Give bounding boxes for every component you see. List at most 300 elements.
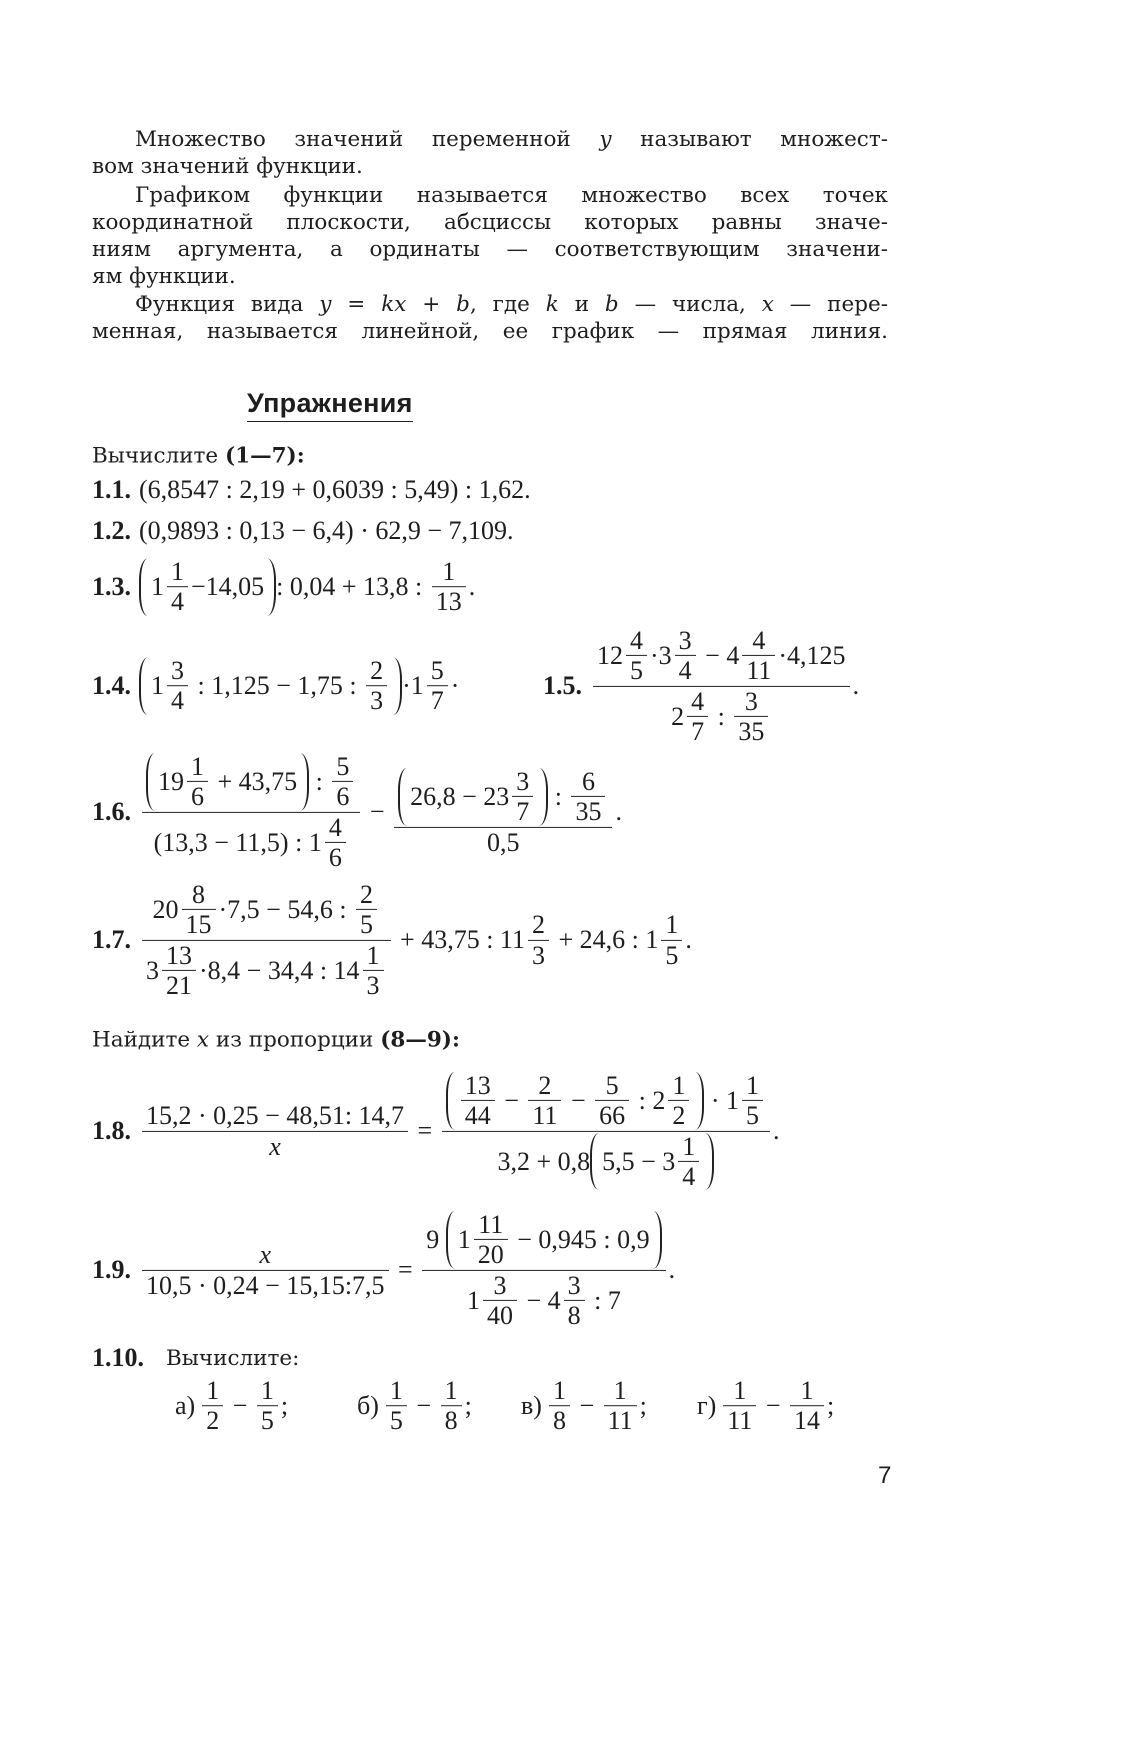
math-text: 13 [464,1070,491,1100]
math-text: 8 [192,879,205,909]
denominator [162,971,196,999]
fraction [678,1133,699,1191]
denominator [564,1301,585,1329]
group-content [458,1211,650,1269]
exercise-number: 1.4. [92,671,131,700]
math-text: 5 [665,940,679,970]
math-text: 9 [426,1225,446,1255]
fraction [442,1072,770,1190]
fraction [394,768,612,856]
denominator [483,828,524,856]
fraction [483,1272,517,1330]
math-text: Функция вида [135,292,320,317]
math-text: ; [464,1391,472,1420]
formula [139,558,475,616]
numerator [528,1072,561,1101]
numerator [687,688,708,717]
math-text: 5 [605,1070,619,1100]
math-text: ·4,125 [778,641,846,671]
fraction [386,1377,407,1435]
denominator [549,1407,570,1435]
numerator [427,657,448,686]
denominator [687,717,708,745]
math-text: ·8,4 − 34,4 : 14 [199,955,360,985]
parenthesized-group [139,558,276,616]
parenthesized-group [446,1211,662,1269]
math-text: 3 [171,656,184,686]
denominator [626,656,647,684]
math-text: . [852,671,860,700]
denominator [661,941,682,969]
instruction-compute [92,444,305,469]
section-heading: Упражнения [247,388,413,422]
parenthesized-group [398,768,548,826]
math-text: 1 [151,572,164,601]
math-text: Вычислите [92,443,225,469]
math-text: − [363,797,392,826]
math-text: 1 [366,940,380,970]
math-text: 11 [727,1406,753,1436]
left-paren [139,558,148,616]
math-text: менная, называется линейной, ее график — прямая линия. [92,319,888,344]
math-text: 11 [746,656,772,686]
denominator [386,1407,407,1435]
denominator [427,687,448,715]
denominator [356,910,377,938]
math-text: (13,3 − 11,5) : 1 [153,827,322,857]
numerator [528,911,549,940]
fraction [332,753,353,811]
math-text: Вычислите: [166,1345,300,1371]
item-label: г) [697,1391,717,1420]
right-paren [705,1133,714,1191]
exercise-number: 1.1. [92,475,131,504]
math-text: 20 [152,895,179,925]
math-text: . [685,925,692,954]
numerator [564,1272,585,1301]
denominator [167,588,188,616]
math-text: ; [639,1391,647,1420]
fraction [675,627,696,685]
math-text: 15 [185,910,212,940]
left-paren [146,753,155,811]
numerator [442,1072,770,1132]
numerator [678,1133,699,1162]
right-paren [267,558,276,616]
math-text: 1 [746,1070,760,1100]
fraction [142,753,360,871]
math-text: 35 [575,797,602,827]
math-text: 66 [599,1101,626,1131]
numerator [734,688,768,717]
math-text: : 1,125 − 1,75 : [191,671,364,700]
math-text: , где [469,292,546,317]
denominator [595,1101,629,1129]
fraction [202,1377,223,1435]
math-text: −14,05 [191,572,265,601]
math-text: : 2 [632,1086,666,1116]
numerator [512,768,533,797]
numerator [187,753,208,782]
formula [199,1377,288,1435]
math-text: . [468,572,476,601]
fraction [441,1377,462,1435]
exercise-1-10-a [175,1377,288,1435]
fraction [142,1102,408,1160]
numerator [142,753,360,813]
exercise-number: 1.8. [92,1116,131,1145]
math-text: ям функции. [92,264,236,289]
math-text: 14 [794,1406,821,1436]
fraction [257,1377,278,1435]
numerator [363,942,384,971]
numerator [549,1377,570,1406]
text-line [92,209,888,237]
denominator [182,910,216,938]
math-text: − [759,1391,788,1420]
math-text: 5 [336,751,350,781]
numerator [162,942,196,971]
parenthesized-group [446,1072,705,1130]
numerator [167,558,188,587]
math-text: − [409,1391,438,1420]
math-text: 35 [738,716,765,746]
math-text: + [406,292,457,317]
denominator [675,656,696,684]
fraction [571,768,605,826]
right-paren [539,768,548,826]
math-text: + 43,75 [211,767,298,797]
denominator [742,656,775,684]
math-text: · 1 [704,1086,740,1116]
math-text: 4 [691,686,705,716]
math-text: 5 [260,1406,274,1436]
math-text: 10,5 · 0,24 − 15,15:7,5 [146,1270,385,1300]
math-text: 3 [146,955,159,985]
math-text: 1 [800,1376,814,1406]
bold-text: (1—7): [224,443,305,469]
math-text: . [668,1255,676,1284]
variable: y [319,292,332,317]
variable: y [599,127,612,152]
math-text: : 7 [587,1285,621,1315]
parenthesized-group [139,657,402,715]
fraction [363,942,384,1000]
denominator [463,1271,625,1330]
math-text: ; [827,1391,835,1420]
math-text: 3 [370,686,384,716]
math-text: (0,9893 : 0,13 − 6,4) · 62,9 − 7,109. [139,516,514,545]
formula [166,1346,299,1371]
math-text: 2 [671,701,685,731]
math-text: Найдите [92,1027,197,1053]
math-text: ; [280,1391,289,1420]
numerator [257,1377,278,1406]
denominator [668,1101,689,1129]
variable: x [259,1240,272,1270]
right-paren [300,753,309,811]
fraction [790,1377,824,1435]
formula [720,1377,834,1435]
math-text: . [773,1116,780,1145]
math-text: 8 [444,1406,458,1436]
fraction [595,1072,629,1130]
numerator [422,1211,665,1271]
denominator [474,1240,508,1268]
math-text: ·7,5 − 54,6 : [218,895,354,925]
variable: x [761,292,774,317]
math-text: 6 [191,782,204,812]
math-text: 5 [746,1101,760,1131]
fraction [432,558,466,616]
math-text: 7 [691,716,705,746]
numerator [142,1241,389,1270]
math-text: = [391,1255,420,1284]
text-line [135,126,888,154]
math-text: 6 [581,767,595,797]
text-line [92,153,888,181]
left-paren [590,1133,599,1191]
left-paren [398,768,407,826]
numerator [325,814,346,843]
math-text: 2 [531,910,545,940]
math-text: называют множест- [611,127,888,152]
denominator [528,1101,561,1129]
math-text: 5,5 − 3 [602,1146,676,1176]
exercise-number: 1.10. [92,1343,144,1372]
exercise-number: 1.2. [92,516,131,545]
math-text: 4 [682,1161,696,1191]
variable: k [545,292,559,317]
text-line [135,182,888,210]
math-text: 3 [678,625,692,655]
math-text: 3 [493,1270,507,1300]
math-text: 6 [328,842,342,872]
math-text: 6 [336,782,350,812]
fraction [182,881,216,939]
fraction [167,558,188,616]
fraction [723,1377,756,1435]
math-text: 26,8 − 23 [410,782,510,812]
math-text: . [615,797,622,826]
variable: x [196,1027,210,1053]
math-text: 2 [206,1406,220,1436]
text-line [92,236,888,264]
fraction [734,688,768,746]
math-text: · [450,671,460,700]
exercise-1-7 [92,881,692,999]
math-text: 3 [567,1270,581,1300]
math-text: вом значений функции. [92,154,363,179]
numerator [182,881,216,910]
math-text: 19 [158,767,184,797]
parenthesized-group [590,1133,714,1191]
fraction [356,881,377,939]
math-text: 12 [597,641,623,671]
math-text: 4 [328,812,342,842]
exercise-1-9 [92,1211,675,1329]
formula [139,657,459,715]
math-text: : [711,701,732,731]
numerator [356,881,377,910]
right-paren [393,657,402,715]
math-text: 13 [435,587,462,617]
math-text: 3,2 + 0,8 [497,1146,591,1176]
group-content [410,768,536,826]
denominator [142,1271,389,1299]
denominator [604,1407,637,1435]
denominator [142,941,391,1000]
numerator [167,657,188,686]
math-text: — числа, [618,292,762,317]
math-text: 21 [166,970,192,1000]
denominator [734,717,768,745]
math-text: : [309,767,330,797]
math-text: Графиком функции называется множество всех точек [135,183,888,208]
numerator [595,1072,629,1101]
math-text: 8 [567,1300,581,1330]
math-text: 4 [752,625,766,655]
denominator [483,1301,517,1329]
denominator [150,813,353,872]
denominator [528,941,549,969]
math-text: 3 [366,970,380,1000]
fraction [142,881,391,999]
math-text: − [226,1391,254,1420]
math-text: координатной плоскости, абсциссы которых равны значе- [92,210,888,235]
fraction [528,1072,561,1130]
math-text: 2 [360,879,374,909]
fraction [626,627,647,685]
group-content [458,1072,693,1130]
numerator [332,753,353,782]
numerator [386,1377,407,1406]
math-text: 5 [360,910,374,940]
math-text: 1 [665,910,679,940]
fraction [474,1211,508,1269]
math-text: = [331,292,382,317]
math-text: 7 [430,686,444,716]
denominator [742,1101,763,1129]
denominator [678,1162,699,1190]
math-text: 1 [191,751,204,781]
math-text: − [564,1086,593,1116]
left-paren [446,1211,455,1269]
math-text: 4 [630,625,643,655]
math-text: 2 [672,1101,686,1131]
math-text: 1 [733,1376,747,1406]
exercise-1-6 [92,753,622,871]
math-text: 1 [171,557,184,587]
formula [139,753,622,871]
group-content [151,558,264,616]
denominator [432,588,466,616]
numerator [474,1211,508,1240]
denominator [366,687,387,715]
fraction [162,942,196,1000]
fraction [742,627,775,685]
denominator [167,687,188,715]
exercise-number: 1.3. [92,572,131,601]
exercise-1-5 [543,627,859,745]
math-text: 1 [206,1376,220,1406]
math-text: 0,5 [487,827,520,857]
math-text: 4 [678,656,692,686]
denominator [512,797,533,825]
math-text: Множество значений переменной [135,127,600,152]
right-paren [653,1211,662,1269]
exercise-number: 1.9. [92,1255,131,1284]
math-text: − [497,1086,526,1116]
page-number: 7 [878,1462,892,1489]
numerator [723,1377,756,1406]
numerator [432,558,466,587]
fraction [512,768,533,826]
item-label: а) [175,1391,196,1420]
denominator [325,843,346,871]
formula [590,627,859,745]
math-text: 5 [630,656,643,686]
denominator [187,782,208,810]
math-text: 4 [171,587,184,617]
fraction [687,688,708,746]
math-text: (6,8547 : 2,19 + 0,6039 : 5,49) : 1,62. [139,475,531,504]
math-text: 1 [552,1376,566,1406]
formula [139,516,514,546]
fraction [604,1377,637,1435]
fraction [742,1072,763,1130]
numerator [593,627,850,687]
fraction [668,1072,689,1130]
numerator [366,657,387,686]
fraction [564,1272,585,1330]
math-text: 1 [457,1225,471,1255]
variable: x [269,1131,281,1161]
math-text: − [572,1391,601,1420]
math-text: 5 [389,1406,403,1436]
fraction [142,1241,389,1299]
math-text: 13 [166,940,192,970]
fraction [528,911,549,969]
math-text: ·3 [650,641,672,671]
variable: b [604,292,619,317]
variable: b [456,292,470,317]
exercise-1-4 [92,657,459,715]
formula [139,881,692,999]
math-text: 1 [682,1131,696,1161]
math-text: 15,2 · 0,25 − 48,51: 14,7 [146,1101,405,1131]
exercise-1-3 [92,558,475,616]
denominator [493,1132,718,1191]
exercise-1-1 [92,475,531,505]
item-label: б) [357,1391,379,1420]
left-paren [139,657,148,715]
exercise-number: 1.5. [543,671,582,700]
math-text: ·1 [402,671,424,700]
left-paren [446,1072,455,1130]
formula [546,1377,647,1435]
denominator [257,1407,278,1435]
group-content [151,657,390,715]
math-text: 1 [151,671,164,700]
denominator [667,687,775,746]
numerator [202,1377,223,1406]
math-text: 11 [607,1406,633,1436]
numerator [142,1102,408,1131]
text-line [92,263,888,291]
numerator [142,881,391,941]
text-line [135,291,888,319]
